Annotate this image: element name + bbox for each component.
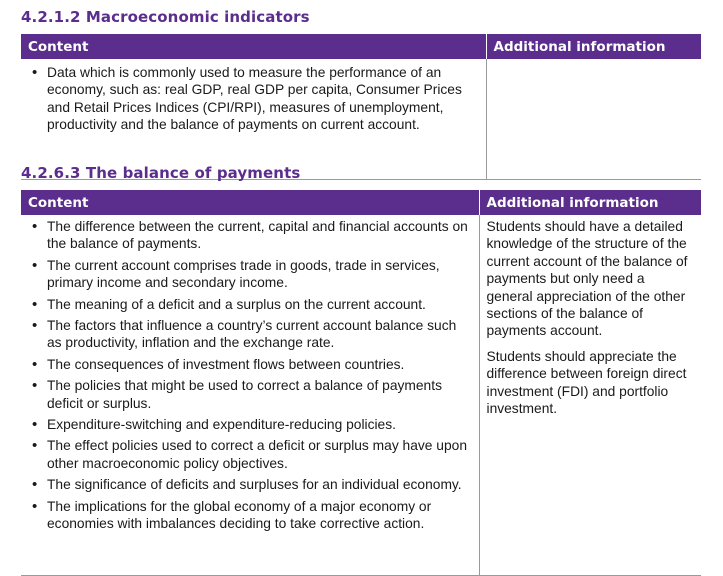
list-item: • The policies that might be used to correct a balance of payments deficit or surplus. (28, 377, 472, 412)
content-cell (21, 215, 479, 575)
list-item: • The implications for the global economy of a major economy or economies with imbalances deciding to take corrective action. (28, 498, 472, 533)
content-list (28, 218, 472, 533)
table-row (21, 59, 701, 179)
additional-information-paragraph: Students should appreciate the difference between foreign direct investment (FDI) and portfolio investment. (486, 348, 687, 417)
additional-information-cell (486, 59, 701, 179)
additional-information-column-header: Additional information (486, 34, 701, 59)
list-item: • The meaning of a deficit and a surplus on the current account. (28, 296, 472, 313)
content-cell (21, 59, 486, 179)
additional-information-cell (479, 215, 701, 575)
list-item: • The factors that influence a country’s current account balance such as productivity, inflation and the exchange rate. (28, 317, 472, 352)
content-column-header: Content (21, 190, 479, 215)
additional-information-column-header: Additional information (479, 190, 701, 215)
list-item: • The consequences of investment flows between countries. (28, 356, 472, 373)
balance-of-payments-table (21, 190, 701, 576)
section-heading-macroeconomic-indicators: 4.2.1.2 Macroeconomic indicators (21, 8, 310, 26)
list-item: • Expenditure-switching and expenditure-reducing policies. (28, 416, 472, 433)
macroeconomic-indicators-table (21, 34, 701, 180)
list-item: • The current account comprises trade in goods, trade in services, primary income and secondary income. (28, 257, 472, 292)
content-column-header: Content (21, 34, 486, 59)
table-row (21, 215, 701, 575)
list-item: • The significance of deficits and surpluses for an individual economy. (28, 476, 472, 493)
list-item: • The effect policies used to correct a deficit or surplus may have upon other macroeconomic policy objectives. (28, 437, 472, 472)
content-list (28, 64, 479, 134)
list-item: • The difference between the current, capital and financial accounts on the balance of payments. (28, 218, 472, 253)
additional-information-paragraph: Students should have a detailed knowledge of the structure of the current account of the balance of payments but only need a general appreciation of the other sections of the balance of payments account. (486, 219, 688, 339)
section-heading-balance-of-payments: 4.2.6.3 The balance of payments (21, 164, 301, 182)
list-item: • Data which is commonly used to measure the performance of an economy, such as: real GDP, real GDP per capita, Consumer Prices and Retail Prices Indices (CPI/RPI), measures of unemployment, productivity and the balance of payments on current account. (28, 64, 479, 134)
